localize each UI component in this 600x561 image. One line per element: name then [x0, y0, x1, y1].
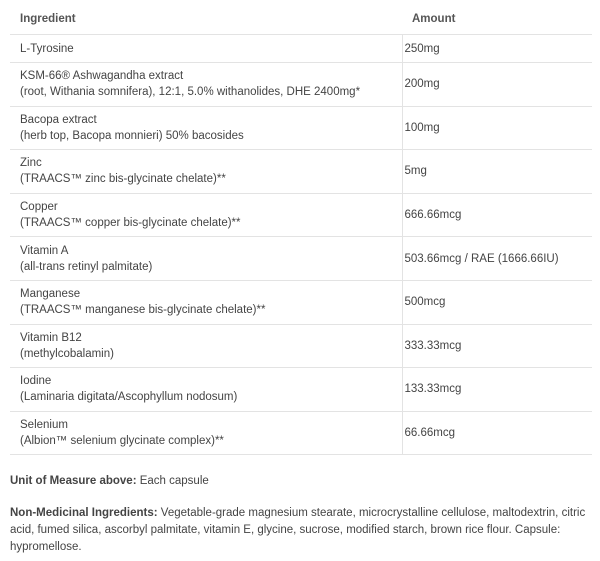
ingredient-detail: (TRAACS™ zinc bis-glycinate chelate)**: [20, 173, 226, 186]
unit-of-measure-label: Unit of Measure above:: [10, 475, 137, 487]
amount-cell: 666.66mcg: [402, 193, 592, 237]
ingredient-cell: [10, 324, 402, 368]
ingredient-detail: (all-trans retinyl palmitate): [20, 260, 153, 273]
ingredient-cell: [10, 150, 402, 194]
amount-cell: 250mg: [402, 35, 592, 63]
table-row: [10, 193, 592, 237]
ingredient-name: Bacopa extract: [20, 113, 97, 126]
ingredient-name: Selenium: [20, 419, 68, 432]
amount-cell: 333.33mcg: [402, 324, 592, 368]
ingredient-cell: [10, 63, 402, 107]
ingredient-detail: (TRAACS™ copper bis-glycinate chelate)**: [20, 217, 241, 230]
table-row: [10, 411, 592, 455]
non-medicinal-ingredients-note: [10, 505, 590, 556]
table-row: [10, 35, 592, 63]
ingredient-cell: [10, 411, 402, 455]
table-row: [10, 63, 592, 107]
amount-cell: 133.33mcg: [402, 368, 592, 412]
ingredient-name: L-Tyrosine: [20, 42, 74, 55]
table-row: [10, 280, 592, 324]
ingredient-name: Vitamin B12: [20, 331, 82, 344]
unit-of-measure-note: [10, 473, 590, 490]
ingredient-detail: (herb top, Bacopa monnieri) 50% bacosides: [20, 129, 244, 142]
ingredient-cell: [10, 35, 402, 63]
amount-cell: 503.66mcg / RAE (1666.66IU): [402, 237, 592, 281]
ingredient-cell: [10, 368, 402, 412]
table-row: [10, 368, 592, 412]
ingredient-name: Copper: [20, 201, 58, 214]
ingredient-cell: [10, 193, 402, 237]
amount-column-header: Amount: [402, 4, 592, 35]
table-row: [10, 324, 592, 368]
ingredient-column-header: Ingredient: [10, 4, 402, 35]
amount-cell: 200mg: [402, 63, 592, 107]
table-row: [10, 150, 592, 194]
non-medicinal-ingredients-value: Vegetable-grade magnesium stearate, microcrystalline cellulose, maltodextrin, citric acid, fumed silica, ascorbyl palmitate, vitamin E, glycine, sucrose, modified starch, brown rice flour. Capsule: hypromellose.: [10, 507, 586, 553]
ingredient-cell: [10, 106, 402, 150]
table-header-row: [10, 4, 592, 35]
ingredient-detail: (Albion™ selenium glycinate complex)**: [20, 435, 224, 448]
amount-cell: 66.66mcg: [402, 411, 592, 455]
ingredient-name: KSM-66® Ashwagandha extract: [20, 70, 184, 83]
ingredients-table: [10, 4, 592, 455]
amount-cell: 100mg: [402, 106, 592, 150]
ingredient-name: Zinc: [20, 157, 42, 170]
non-medicinal-ingredients-label: Non-Medicinal Ingredients:: [10, 507, 158, 519]
ingredient-detail: (methylcobalamin): [20, 347, 114, 360]
ingredient-name: Vitamin A: [20, 244, 69, 257]
table-row: [10, 237, 592, 281]
ingredient-cell: [10, 237, 402, 281]
table-row: [10, 106, 592, 150]
ingredient-cell: [10, 280, 402, 324]
ingredient-detail: (root, Withania somnifera), 12:1, 5.0% withanolides, DHE 2400mg*: [20, 86, 361, 99]
unit-of-measure-value: Each capsule: [136, 475, 209, 487]
ingredient-detail: (Laminaria digitata/Ascophyllum nodosum): [20, 391, 238, 404]
amount-cell: 500mcg: [402, 280, 592, 324]
amount-cell: 5mg: [402, 150, 592, 194]
ingredient-name: Iodine: [20, 375, 52, 388]
ingredient-detail: (TRAACS™ manganese bis-glycinate chelate)**: [20, 304, 266, 317]
ingredient-name: Manganese: [20, 288, 81, 301]
